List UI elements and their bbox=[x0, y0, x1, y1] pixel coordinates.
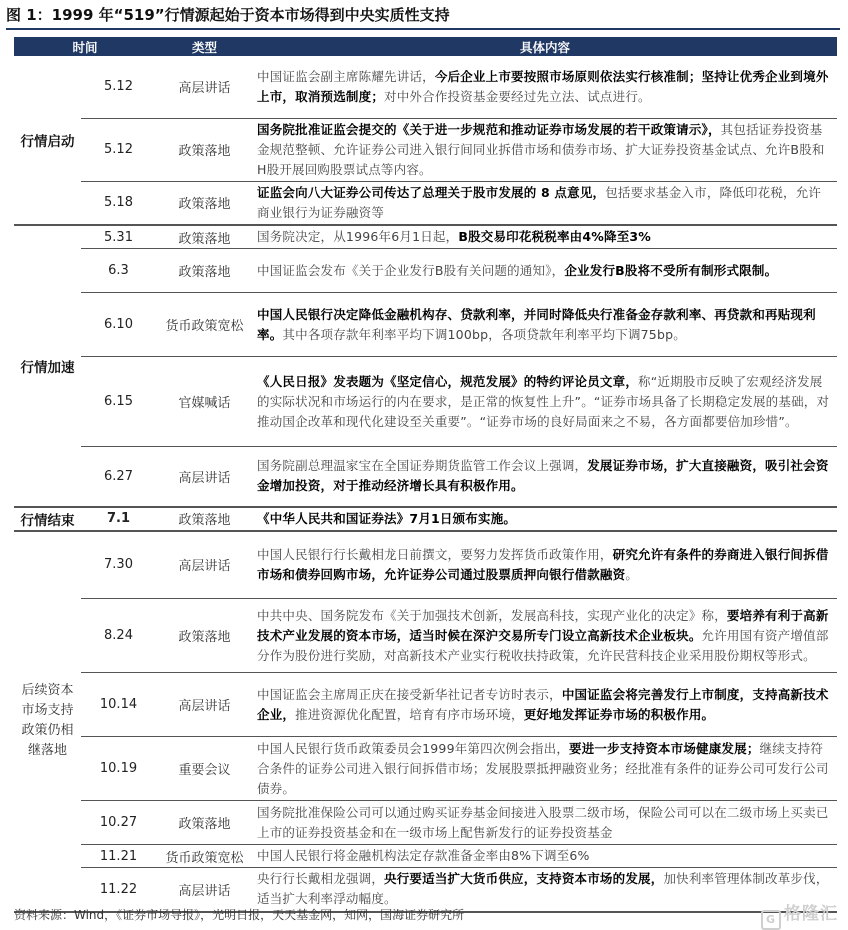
row-type: 高层讲话 bbox=[156, 531, 253, 599]
row-content bbox=[253, 118, 837, 181]
row-date: 5.31 bbox=[81, 225, 156, 249]
table-row bbox=[14, 801, 837, 845]
title-rule bbox=[6, 28, 840, 30]
content-bold-text: 国务院批准证监会提交的《关于进一步规范和推动证券市场发展的若干政策请示》， bbox=[257, 121, 721, 137]
table-header-row bbox=[14, 37, 837, 56]
row-content bbox=[253, 599, 837, 673]
row-date: 6.10 bbox=[81, 293, 156, 357]
content-bold-text: B股交易印花税税率由4%降至3% bbox=[458, 229, 652, 244]
table-row bbox=[14, 225, 837, 249]
stage-follow-label bbox=[14, 531, 81, 912]
content-bold-text: 证监会向八大证券公司传达了总理关于股市发展的 8 点意见， bbox=[257, 184, 606, 200]
row-content bbox=[253, 673, 837, 737]
row-type: 政策落地 bbox=[156, 225, 253, 249]
watermark-logo-icon: G bbox=[761, 910, 781, 930]
header-content: 具体内容 bbox=[253, 37, 837, 56]
row-type: 高层讲话 bbox=[156, 56, 253, 118]
row-type: 官媒喊话 bbox=[156, 357, 253, 447]
content-bold-text: 《人民日报》发表题为《坚定信心，规范发展》的特约评论员文章， bbox=[257, 373, 639, 389]
table-row bbox=[14, 845, 837, 868]
row-date: 10.14 bbox=[81, 673, 156, 737]
content-bold-text: 中国证监会将完善发行上市制度，支持高新技术企业， bbox=[257, 686, 829, 722]
table-row bbox=[14, 599, 837, 673]
row-date: 5.12 bbox=[81, 56, 156, 118]
row-date: 6.3 bbox=[81, 249, 156, 293]
row-date: 5.12 bbox=[81, 118, 156, 181]
content-text: 包括要求基金入市，降低印花税，允许商业银行为证券融资等 bbox=[257, 184, 822, 220]
row-date: 6.27 bbox=[81, 447, 156, 507]
content-text: 中国证监会副主席陈耀先讲话， bbox=[257, 68, 435, 84]
row-date: 7.1 bbox=[81, 507, 156, 531]
content-text: 国务院副总理温家宝在全国证券期货监管工作会议上强调， bbox=[257, 458, 588, 474]
content-text: 中国人民银行行长戴相龙日前撰文，要努力发挥货币政策作用， bbox=[257, 546, 613, 562]
table-row bbox=[14, 249, 837, 293]
table-row bbox=[14, 56, 837, 118]
header-type: 类型 bbox=[156, 37, 253, 56]
row-content bbox=[253, 56, 837, 118]
content-text: 中国证监会发布《关于企业发行B股有关问题的通知》， bbox=[257, 262, 565, 278]
row-type: 政策落地 bbox=[156, 249, 253, 293]
table-row bbox=[14, 673, 837, 737]
content-text: 中国人民银行货币政策委员会1999年第四次例会指出， bbox=[257, 740, 570, 756]
header-time: 时间 bbox=[14, 37, 156, 56]
table-row bbox=[14, 737, 837, 801]
row-content bbox=[253, 737, 837, 801]
watermark bbox=[761, 899, 838, 930]
content-text: 允许用国有资产增值部分作为股份进行奖励，对高新技术产业实行税收扶持政策，允许民营科技企业采用股份期权等形式。 bbox=[257, 627, 829, 663]
stage-start-label: 行情启动 bbox=[14, 56, 81, 225]
content-text: 国务院决定，从1996年6月1日起， bbox=[257, 229, 459, 244]
content-bold-text: 研究允许有条件的券商进入银行间拆借市场和债券回购市场，允许证券公司通过股票质押向银行借款融资 bbox=[257, 546, 829, 582]
row-content bbox=[253, 447, 837, 507]
content-bold-text: 要进一步支持资本市场健康发展； bbox=[569, 740, 760, 756]
content-text: 中国人民银行将金融机构法定存款准备金率由8%下调至6% bbox=[257, 848, 590, 863]
content-text: 中国证监会主席周正庆在接受新华社记者专访时表示， bbox=[257, 686, 562, 702]
content-bold-text: 更好地发挥证券市场的积极作用。 bbox=[523, 706, 715, 722]
content-text: 其中各项存款年利率平均下调100bp，各项贷款年利率平均下调75bp。 bbox=[282, 326, 686, 342]
row-type: 政策落地 bbox=[156, 118, 253, 181]
row-date: 5.18 bbox=[81, 181, 156, 225]
source-note: 资料来源：Wind，《证券市场导报》，光明日报，天天基金网，知网，国海证券研究所 bbox=[14, 908, 465, 922]
row-type: 政策落地 bbox=[156, 801, 253, 845]
content-bold-text: 今后企业上市要按照市场原则依法实行核准制；坚持让优秀企业到境外上市，取消预选制度； bbox=[257, 68, 829, 104]
row-content bbox=[253, 225, 837, 249]
row-type: 货币政策宽松 bbox=[156, 845, 253, 868]
row-type: 政策落地 bbox=[156, 181, 253, 225]
content-bold-text: 发展证券市场，扩大直接融资，吸引社会资金增加投资，对于推动经济增长具有积极作用。 bbox=[257, 458, 829, 494]
content-text: 继续支持符合条件的证券公司进入银行间拆借市场；发展股票抵押融资业务；经批准有条件的证券公司可发行公司债券。 bbox=[257, 740, 829, 796]
content-text: 称“近期股市反映了宏观经济发展的实际状况和市场运行的内在要求，是正常的恢复性上升”。“证券市场具备了长期稳定发展的基础，对推动国企改革和现代化建设至关重要”。“证券市场的良好局面来之不易，各方面都要倍加珍惜”。 bbox=[257, 373, 830, 429]
row-date: 8.24 bbox=[81, 599, 156, 673]
stage-end-label: 行情结束 bbox=[14, 507, 81, 531]
row-date: 7.30 bbox=[81, 531, 156, 599]
row-date: 6.15 bbox=[81, 357, 156, 447]
row-content bbox=[253, 507, 837, 531]
row-date: 10.27 bbox=[81, 801, 156, 845]
row-type: 重要会议 bbox=[156, 737, 253, 801]
table-row bbox=[14, 868, 837, 912]
table-row bbox=[14, 118, 837, 181]
row-date: 11.22 bbox=[81, 868, 156, 912]
content-text: 其包括证券投资基金规范整顿、允许证券公司进入银行间同业拆借市场和债券市场、扩大证券投资基金试点、允许B股和H股开展回购股票试点等内容。 bbox=[257, 121, 825, 177]
table-row bbox=[14, 357, 837, 447]
content-text: 加快利率管理体制改革步伐，适当扩大利率浮动幅度。 bbox=[257, 871, 829, 907]
content-text: 。 bbox=[625, 566, 639, 582]
row-content bbox=[253, 293, 837, 357]
content-bold-text: 企业发行B股将不受所有制形式限制。 bbox=[564, 262, 778, 278]
content-text: 国务院批准保险公司可以通过购买证券基金间接进入股票二级市场，保险公司可以在二级市场上买卖已上市的证券投资基金和在一级市场上配售新发行的证券投资基金 bbox=[257, 804, 829, 840]
row-content bbox=[253, 845, 837, 868]
row-type: 高层讲话 bbox=[156, 868, 253, 912]
table-row bbox=[14, 531, 837, 599]
content-bold-text: 《中华人民共和国证券法》7月1日颁布实施。 bbox=[257, 510, 517, 526]
content-bold-text: 要培养有利于高新技术产业发展的资本市场，适当时候在深沪交易所专门设立高新技术企业板块。 bbox=[257, 607, 829, 643]
watermark-text: 格隆汇 bbox=[784, 904, 838, 924]
figure-title: 图 1：1999 年“519”行情源起始于资本市场得到中央实质性支持 bbox=[6, 6, 450, 24]
row-date: 11.21 bbox=[81, 845, 156, 868]
row-type: 政策落地 bbox=[156, 599, 253, 673]
policy-timeline-table bbox=[14, 37, 837, 913]
row-content bbox=[253, 181, 837, 225]
row-type: 货币政策宽松 bbox=[156, 293, 253, 357]
row-content bbox=[253, 531, 837, 599]
table-row bbox=[14, 181, 837, 225]
content-text: 中共中央、国务院发布《关于加强技术创新，发展高科技，实现产业化的决定》称， bbox=[257, 607, 727, 623]
row-type: 政策落地 bbox=[156, 507, 253, 531]
table-row bbox=[14, 293, 837, 357]
table-row bbox=[14, 447, 837, 507]
row-content bbox=[253, 801, 837, 845]
row-content bbox=[253, 868, 837, 912]
content-text: 对中外合作投资基金要经过先立法、试点进行。 bbox=[384, 88, 651, 104]
row-date: 10.19 bbox=[81, 737, 156, 801]
row-content bbox=[253, 249, 837, 293]
content-text: 央行行长戴相龙强调， bbox=[257, 871, 385, 887]
table-row bbox=[14, 507, 837, 531]
content-bold-text: 中国人民银行决定降低金融机构存、贷款利率，并同时降低央行准备金存款利率、再贷款和再贴现利率。 bbox=[257, 306, 816, 342]
content-bold-text: 央行要适当扩大货币供应，支持资本市场的发展， bbox=[384, 871, 664, 887]
row-type: 高层讲话 bbox=[156, 447, 253, 507]
content-text: 推进资源优化配置，培育有序市场环境， bbox=[295, 706, 524, 722]
row-content bbox=[253, 357, 837, 447]
stage-accelerate-label: 行情加速 bbox=[14, 225, 81, 507]
stage-follow-text: 后续资本市场支持政策仍相继落地 bbox=[21, 683, 74, 758]
row-type: 高层讲话 bbox=[156, 673, 253, 737]
